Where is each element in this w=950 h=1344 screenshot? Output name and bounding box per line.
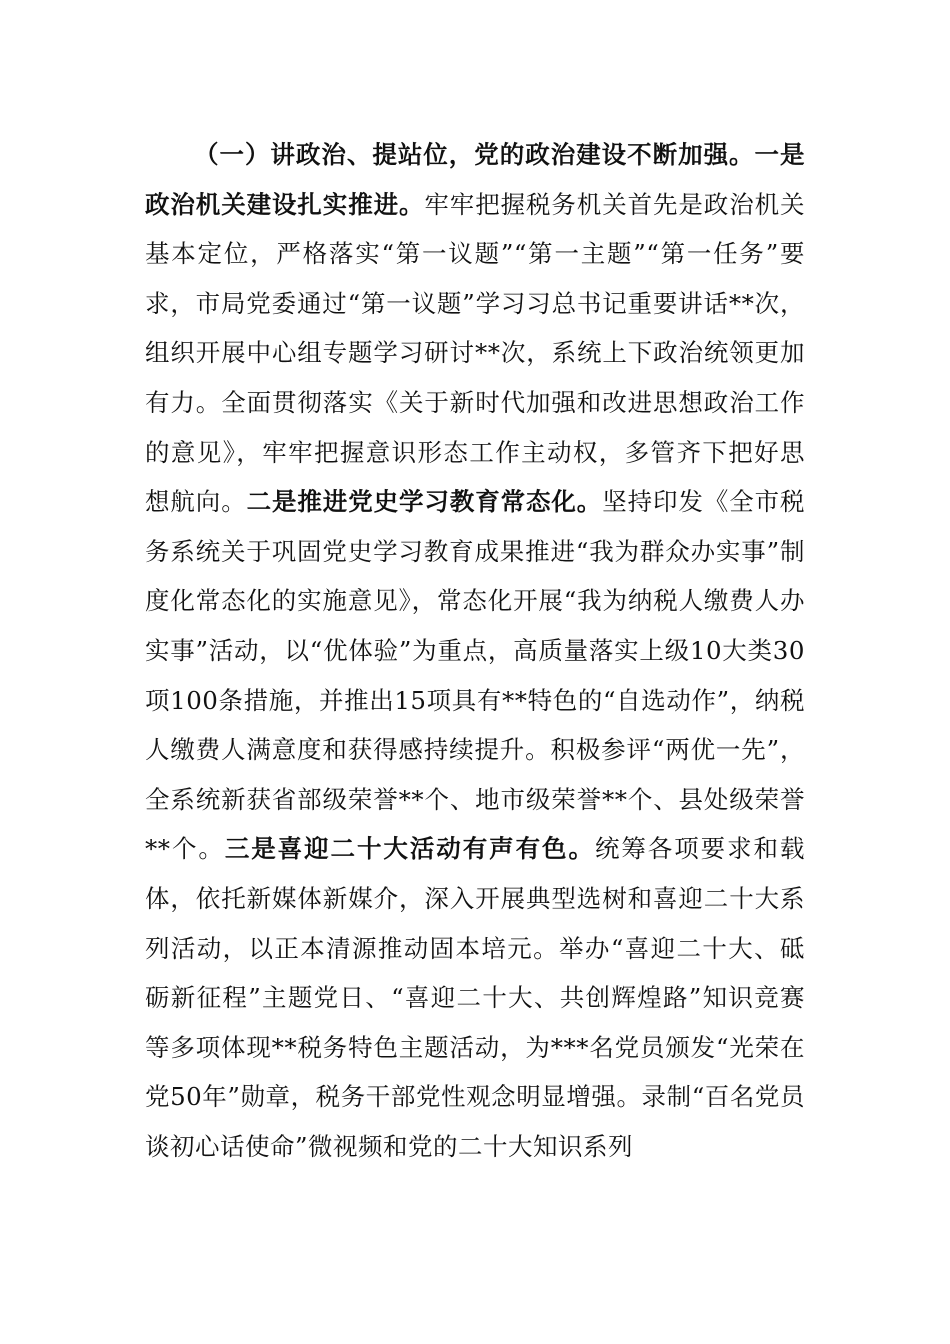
- section-heading: （一）讲政治、提站位，党的政治建设不断加强。一是政治机关建设扎实推进。: [145, 140, 805, 219]
- body-text-segment: 坚持印发《全市税务系统关于巩固党史学习教育成果推进“我为群众办实事”制度化常态化的实施意见》，常态化开展“我为纳税人缴费人办实事”活动，以“优体验”为重点，高质量落实上级10大类30项100条措施，并推出15项具有**特色的“自选动作”，纳税人缴费人满意度和获得感持续提升。积极参评“两优一先”，全系统新获省部级荣誉**个、地市级荣誉**个、县处级荣誉**个。: [145, 487, 806, 864]
- subheading-three: 三是喜迎二十大活动有声有色。: [224, 834, 595, 864]
- subheading-two: 二是推进党史学习教育常态化。: [246, 487, 603, 517]
- body-paragraph: [145, 130, 805, 1171]
- body-text-segment: 统筹各项要求和载体，依托新媒体新媒介，深入开展典型选树和喜迎二十大系列活动，以正本清源推动固本培元。举办“喜迎二十大、砥砺新征程”主题党日、“喜迎二十大、共创辉煌路”知识竞赛等多项体现**税务特色主题活动，为***名党员颁发“光荣在党50年”勋章，税务干部党性观念明显增强。录制“百名党员谈初心话使命”微视频和党的二十大知识系列: [145, 834, 805, 1161]
- body-text-segment: 牢牢把握税务机关首先是政治机关基本定位，严格落实“第一议题”“第一主题”“第一任务”要求，市局党委通过“第一议题”学习习总书记重要讲话**次，组织开展中心组专题学习研讨**次，系统上下政治统领更加有力。全面贯彻落实《关于新时代加强和改进思想政治工作的意见》，牢牢把握意识形态工作主动权，多管齐下把好思想航向。: [145, 189, 806, 517]
